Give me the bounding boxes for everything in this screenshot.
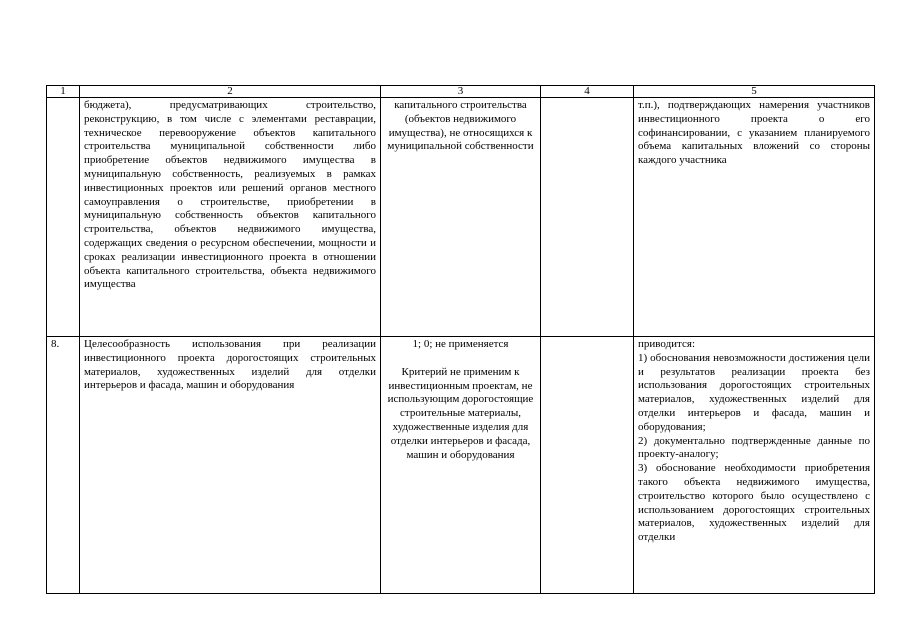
justification-intro: приводится: <box>638 338 695 350</box>
justification-item: 2) документально подтвержденные данные по проекту-аналогу; <box>638 434 870 461</box>
justification-item: 1) обоснования невозможности достижения цели и результатов реализации проекта без использования дорогостоящих строительных материалов, художественных изделий для отделки интерьеров и фасада, машин и оборудования; <box>638 351 870 433</box>
header-cell-2: 2 <box>80 86 381 98</box>
header-cell-4: 4 <box>541 86 634 98</box>
justification-text: т.п.), подтверждающих намерения участников инвестиционного проекта о его софинансировании, с указанием планируемого объема капитальных вложений со стороны каждого участника <box>634 98 875 337</box>
weight-cell <box>541 98 634 337</box>
header-cell-3: 3 <box>381 86 541 98</box>
justification-cell <box>634 337 875 594</box>
row-number <box>47 98 80 337</box>
table-row <box>47 337 875 594</box>
criterion-text: бюджета), предусматривающих строительство, реконструкцию, в том числе с элементами реставрации, техническое перевооружение объектов капитального строительства муниципальной собственности либо приобретение объектов недвижимого имущества в муниципальную собственность, реализуемых в рамках инвестиционных проектов или решений органов местного самоуправления о строительстве, приобретении в муниципальную собственность объектов капитального строительства, объектов недвижимого имущества, содержащих сведения о ресурсном обеспечении, мощности и сроках реализации инвестиционного проекта в отношении объекта капитального строительства, объекта недвижимого имущества <box>80 98 381 337</box>
score-note: Критерий не применим к инвестиционным проектам, не использующим дорогостоящие строительные материалы, художественные изделия для отделки интерьеров и фасада, машин и оборудования <box>387 365 534 461</box>
weight-cell <box>541 337 634 594</box>
header-cell-1: 1 <box>47 86 80 98</box>
score-cell <box>381 337 541 594</box>
table-row <box>47 98 875 337</box>
header-cell-5: 5 <box>634 86 875 98</box>
row-number: 8. <box>47 337 80 594</box>
score-text: капитального строительства (объектов недвижимого имущества), не относящихся к муниципальной собственности <box>381 98 541 337</box>
criteria-table <box>46 85 875 594</box>
table-header-row <box>47 86 875 98</box>
justification-item: 3) обоснование необходимости приобретения такого объекта недвижимого имущества, строительство которого было осуществлено с использованием дорогостоящих строительных материалов, художественных изделий для отделки <box>638 462 870 544</box>
score-values: 1; 0; не применяется <box>412 338 509 350</box>
criterion-text: Целесообразность использования при реализации инвестиционного проекта дорогостоящих строительных материалов, художественных изделий для отделки интерьеров и фасада, машин и оборудования <box>80 337 381 594</box>
